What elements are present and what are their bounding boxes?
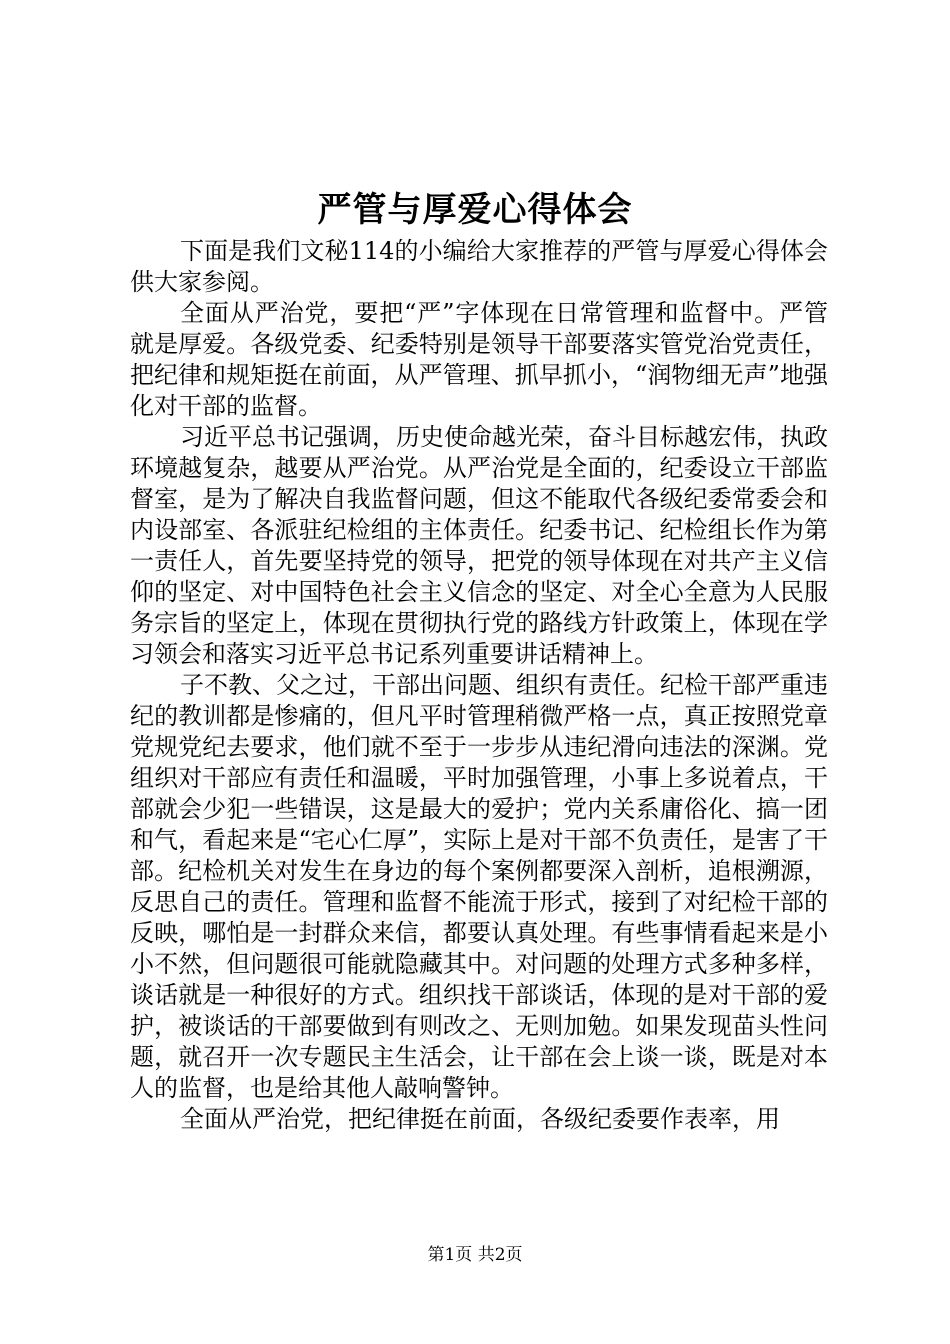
paragraph-xi-emphasis: 习近平总书记强调，历史使命越光荣，奋斗目标越宏伟，执政环境越复杂，越要从严治党。从严治党是全面的，纪委设立干部监督室，是为了解决自我监督问题，但这不能取代各级纪委常委会和内设部室、各派驻纪检组的主体责任。纪委书记、纪检组长作为第一责任人，首先要坚持党的领导，把党的领导体现在对共产主义信仰的坚定、对中国特色社会主义信念的坚定、对全心全意为人民服务宗旨的坚定上，体现在贯彻执行党的路线方针政策上，体现在学习领会和落实习近平总书记系列重要讲话精神上。	[130, 423, 828, 668]
paragraph-intro: 下面是我们文秘114的小编给大家推荐的严管与厚爱心得体会供大家参阅。	[130, 237, 828, 296]
paragraph-discipline-first: 全面从严治党，把纪律挺在前面，各级纪委要作表率，用	[180, 1105, 780, 1133]
page-number-footer: 第1页 共2页	[427, 1245, 523, 1265]
paragraph-strict-governance: 全面从严治党，要把“严”字体现在日常管理和监督中。严管就是厚爱。各级党委、纪委特别是领导干部要落实管党治党责任，把纪律和规矩挺在前面，从严管理、抓早抓小，“润物细无声”地强化对干部的监督。	[130, 299, 828, 420]
paragraph-organization-responsibility: 子不教、父之过，干部出问题、组织有责任。纪检干部严重违纪的教训都是惨痛的，但凡平时管理稍微严格一点，真正按照党章党规党纪去要求，他们就不至于一步步从违纪滑向违法的深渊。党组织对干部应有责任和温暖，平时加强管理，小事上多说着点，干部就会少犯一些错误，这是最大的爱护；党内关系庸俗化、搞一团和气，看起来是“宅心仁厚”，实际上是对干部不负责任，是害了干部。纪检机关对发生在身边的每个案例都要深入剖析，追根溯源，反思自己的责任。管理和监督不能流于形式，接到了对纪检干部的反映，哪怕是一封群众来信，都要认真处理。有些事情看起来是小小不然，但问题很可能就隐藏其中。对问题的处理方式多种多样，谈话就是一种很好的方式。组织找干部谈话，体现的是对干部的爱护，被谈话的干部要做到有则改之、无则加勉。如果发现苗头性问题，就召开一次专题民主生活会，让干部在会上谈一谈，既是对本人的监督，也是给其他人敲响警钟。	[130, 671, 828, 1102]
document-title: 严管与厚爱心得体会	[317, 190, 633, 230]
document-body	[130, 236, 828, 1135]
